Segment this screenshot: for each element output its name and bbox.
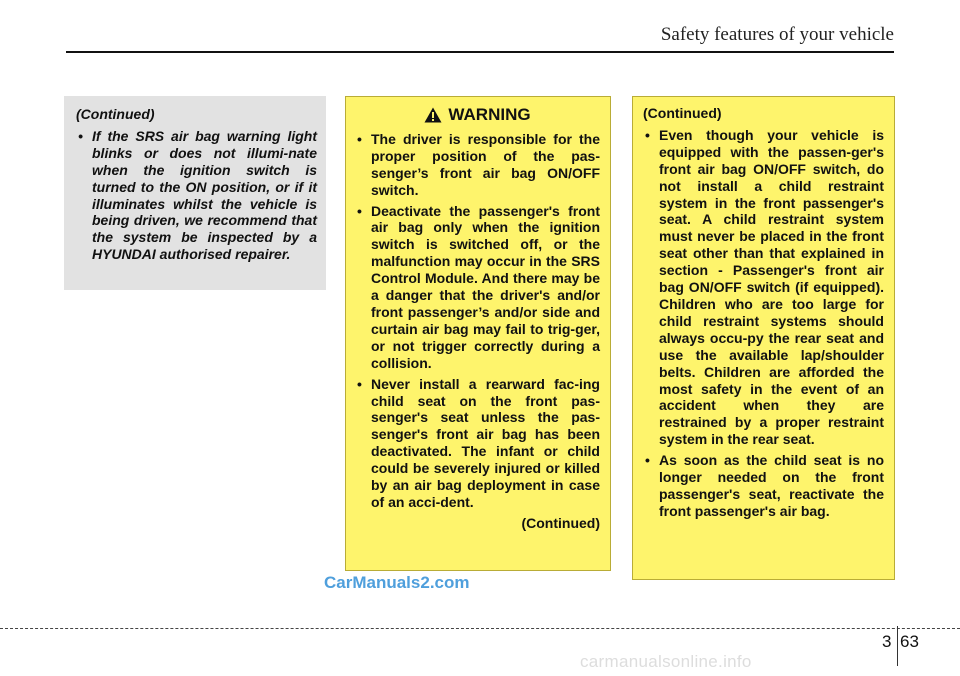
footer-logo: carmanualsonline.info — [580, 652, 752, 671]
list-item: • Even though your vehicle is equipped with the passen-ger's front air bag ON/OFF switch, do not install a child restraint system in the front passenger's seat. A child restraint system must never be placed in the front seat other than that explained in section - Passenger's front air bag ON/OFF switch (if equipped). Children who are too large for child restraint systems should always occu-py the rear seat and use the available lap/shoulder belts. Children are afforded the most safety in the event of an accident when they are restrained by a proper restraint system in the rear seat. — [643, 127, 884, 448]
warning-continued-list — [643, 127, 884, 520]
continued-label: (Continued) — [643, 105, 722, 121]
warning-heading — [355, 107, 600, 124]
note-list — [76, 128, 317, 263]
page-number: 63 — [900, 632, 919, 651]
warning-continued-panel — [632, 96, 895, 580]
continued-label: (Continued) — [521, 514, 600, 531]
warning-panel — [345, 96, 611, 571]
footer-divider — [0, 628, 960, 629]
continued-label: (Continued) — [76, 106, 155, 122]
continued-note-panel — [64, 96, 326, 290]
list-item: • Deactivate the passenger's front air bag only when the ignition switch is switched off, or the malfunction may occur in the SRS Control Module. And there may be a danger that the driver's and/or front passenger’s and/or side and curtain air bag may fail to trig-ger, or not trigger correctly during a collision. — [355, 203, 600, 372]
header-divider — [66, 51, 894, 53]
list-item: • As soon as the child seat is no longer needed on the front passenger's seat, reactivate the front passenger's air bag. — [643, 452, 884, 520]
chapter-number: 3 — [882, 632, 892, 651]
warning-list — [355, 131, 600, 511]
list-item: • Never install a rearward fac-ing child seat on the front pas-senger's seat unless the pas-senger's front air bag has been deactivated. The infant or child could be severely injured or killed by an air bag deployment in case of an acci-dent. — [355, 376, 600, 511]
list-item: • If the SRS air bag warning light blinks or does not illumi-nate when the ignition switch is turned to the ON position, or if it illuminates whilst the vehicle is being driven, we recommend that the system be inspected by a HYUNDAI authorised repairer. — [76, 128, 317, 263]
page-header-title: Safety features of your vehicle — [660, 24, 894, 45]
warning-heading-text: WARNING — [448, 105, 531, 124]
watermark-link[interactable]: CarManuals2.com — [324, 573, 470, 592]
page-number-separator — [897, 626, 898, 666]
warning-triangle-icon — [424, 107, 442, 123]
list-item: • The driver is responsible for the proper position of the pas-senger’s front air bag ON/OFF switch. — [355, 131, 600, 199]
